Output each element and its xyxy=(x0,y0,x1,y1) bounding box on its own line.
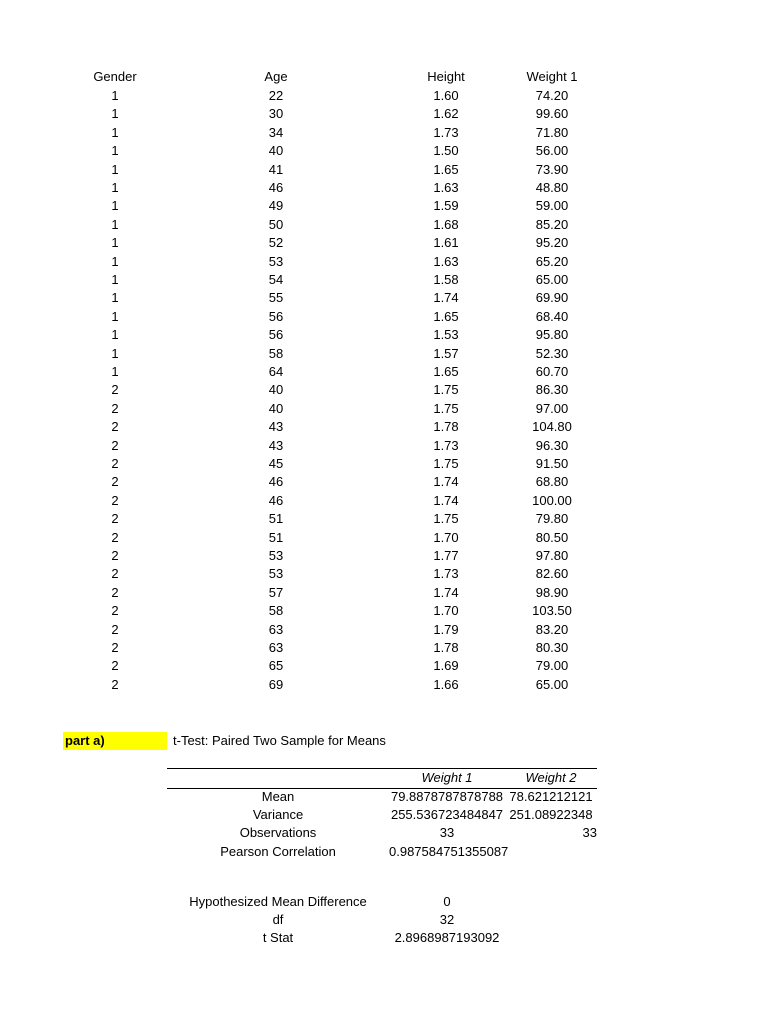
height-cell[interactable]: 1.58 xyxy=(433,272,459,287)
height-cell[interactable]: 1.77 xyxy=(433,548,459,563)
age-cell[interactable]: 63 xyxy=(268,621,284,637)
header-age[interactable]: Age xyxy=(264,69,288,84)
height-cell[interactable]: 1.79 xyxy=(433,621,459,637)
weight-cell[interactable]: 56.00 xyxy=(535,143,569,159)
weight-cell[interactable]: 74.20 xyxy=(535,88,569,103)
weight-cell[interactable]: 104.80 xyxy=(532,419,572,435)
weight-cell[interactable]: 65.00 xyxy=(535,676,569,692)
header-height[interactable]: Height xyxy=(427,69,465,84)
header-gender[interactable]: Gender xyxy=(93,69,137,84)
age-cell[interactable]: 51 xyxy=(268,529,284,545)
ttest-mean-v1[interactable]: 79.8878787878788 xyxy=(390,789,504,804)
age-cell[interactable]: 43 xyxy=(268,437,284,453)
ttest-title[interactable]: t-Test: Paired Two Sample for Means xyxy=(173,733,386,748)
weight-cell[interactable]: 71.80 xyxy=(535,124,569,140)
gender-cell[interactable]: 1 xyxy=(111,364,119,379)
height-cell[interactable]: 1.75 xyxy=(433,456,459,471)
gender-cell[interactable]: 2 xyxy=(111,640,119,655)
height-cell[interactable]: 1.61 xyxy=(433,235,459,251)
ttest-pearson-v1[interactable]: 0.987584751355087 xyxy=(389,844,509,859)
weight-cell[interactable]: 59.00 xyxy=(535,198,569,214)
gender-cell[interactable]: 1 xyxy=(111,345,119,361)
gender-cell[interactable]: 2 xyxy=(111,511,119,527)
weight-cell[interactable]: 65.20 xyxy=(535,253,569,269)
weight-cell[interactable]: 68.80 xyxy=(535,474,569,490)
gender-cell[interactable]: 1 xyxy=(111,198,119,214)
ttest-pearson-label[interactable]: Pearson Correlation xyxy=(220,844,336,859)
weight-cell[interactable]: 100.00 xyxy=(532,492,572,508)
age-cell[interactable]: 49 xyxy=(268,198,284,214)
gender-cell[interactable]: 2 xyxy=(111,382,119,398)
gender-cell[interactable]: 2 xyxy=(111,548,119,563)
part-a-label[interactable]: part a) xyxy=(63,732,167,750)
gender-cell[interactable]: 2 xyxy=(111,437,119,453)
age-cell[interactable]: 69 xyxy=(268,676,284,692)
gender-cell[interactable]: 2 xyxy=(111,676,119,692)
height-cell[interactable]: 1.63 xyxy=(433,253,459,269)
ttest-variance-v2[interactable]: 251.08922348 xyxy=(509,807,593,822)
gender-cell[interactable]: 2 xyxy=(111,456,119,471)
age-cell[interactable]: 50 xyxy=(268,216,284,232)
height-cell[interactable]: 1.60 xyxy=(433,88,459,103)
weight-cell[interactable]: 69.90 xyxy=(535,290,569,306)
weight-cell[interactable]: 80.50 xyxy=(535,529,569,545)
age-cell[interactable]: 53 xyxy=(268,253,284,269)
age-cell[interactable]: 43 xyxy=(268,419,284,435)
height-cell[interactable]: 1.65 xyxy=(433,161,459,177)
weight-cell[interactable]: 96.30 xyxy=(535,437,569,453)
age-cell[interactable]: 40 xyxy=(268,400,284,416)
gender-cell[interactable]: 2 xyxy=(111,603,119,619)
age-cell[interactable]: 22 xyxy=(268,88,284,103)
weight-cell[interactable]: 97.00 xyxy=(535,400,569,416)
age-cell[interactable]: 64 xyxy=(268,364,284,379)
height-cell[interactable]: 1.66 xyxy=(433,676,459,692)
age-cell[interactable]: 51 xyxy=(268,511,284,527)
weight-cell[interactable]: 85.20 xyxy=(535,216,569,232)
gender-cell[interactable]: 1 xyxy=(111,106,119,122)
age-cell[interactable]: 63 xyxy=(268,640,284,655)
ttest-observations-v2[interactable]: 33 xyxy=(582,825,597,840)
weight-cell[interactable]: 103.50 xyxy=(532,603,572,619)
gender-cell[interactable]: 2 xyxy=(111,400,119,416)
age-cell[interactable]: 58 xyxy=(268,603,284,619)
weight-cell[interactable]: 95.20 xyxy=(535,235,569,251)
weight-cell[interactable]: 79.00 xyxy=(535,658,569,674)
height-cell[interactable]: 1.78 xyxy=(433,640,459,655)
height-cell[interactable]: 1.74 xyxy=(433,290,459,306)
age-cell[interactable]: 58 xyxy=(268,345,284,361)
gender-cell[interactable]: 2 xyxy=(111,658,119,674)
weight-cell[interactable]: 99.60 xyxy=(535,106,569,122)
height-cell[interactable]: 1.70 xyxy=(433,603,459,619)
ttest-variance-v1[interactable]: 255.536723484847 xyxy=(390,807,504,822)
gender-cell[interactable]: 1 xyxy=(111,253,119,269)
weight-cell[interactable]: 82.60 xyxy=(535,566,569,582)
height-cell[interactable]: 1.59 xyxy=(433,198,459,214)
height-cell[interactable]: 1.63 xyxy=(433,180,459,195)
weight-cell[interactable]: 52.30 xyxy=(535,345,569,361)
ttest-hypmean-v1[interactable]: 0 xyxy=(443,894,451,909)
height-cell[interactable]: 1.75 xyxy=(433,511,459,527)
age-cell[interactable]: 56 xyxy=(268,327,284,343)
height-cell[interactable]: 1.62 xyxy=(433,106,459,122)
weight-cell[interactable]: 73.90 xyxy=(535,161,569,177)
age-cell[interactable]: 30 xyxy=(268,106,284,122)
header-weight[interactable]: Weight 1 xyxy=(526,69,578,84)
weight-cell[interactable]: 98.90 xyxy=(535,584,569,600)
height-cell[interactable]: 1.65 xyxy=(433,364,459,379)
height-cell[interactable]: 1.69 xyxy=(433,658,459,674)
gender-cell[interactable]: 1 xyxy=(111,235,119,251)
weight-cell[interactable]: 65.00 xyxy=(535,272,569,287)
ttest-hypmean-label[interactable]: Hypothesized Mean Difference xyxy=(189,894,367,909)
ttest-tstat-label[interactable]: t Stat xyxy=(262,930,294,945)
weight-cell[interactable]: 97.80 xyxy=(535,548,569,563)
height-cell[interactable]: 1.68 xyxy=(433,216,459,232)
age-cell[interactable]: 41 xyxy=(268,161,284,177)
height-cell[interactable]: 1.70 xyxy=(433,529,459,545)
age-cell[interactable]: 53 xyxy=(268,548,284,563)
ttest-df-label[interactable]: df xyxy=(272,912,284,927)
height-cell[interactable]: 1.78 xyxy=(433,419,459,435)
age-cell[interactable]: 40 xyxy=(268,382,284,398)
age-cell[interactable]: 46 xyxy=(268,474,284,490)
age-cell[interactable]: 65 xyxy=(268,658,284,674)
gender-cell[interactable]: 1 xyxy=(111,216,119,232)
gender-cell[interactable]: 2 xyxy=(111,492,119,508)
gender-cell[interactable]: 2 xyxy=(111,566,119,582)
weight-cell[interactable]: 48.80 xyxy=(535,180,569,195)
height-cell[interactable]: 1.73 xyxy=(433,124,459,140)
height-cell[interactable]: 1.75 xyxy=(433,400,459,416)
height-cell[interactable]: 1.75 xyxy=(433,382,459,398)
height-cell[interactable]: 1.50 xyxy=(433,143,459,159)
ttest-observations-label[interactable]: Observations xyxy=(239,825,317,840)
gender-cell[interactable]: 1 xyxy=(111,308,119,324)
weight-cell[interactable]: 83.20 xyxy=(535,621,569,637)
ttest-col-weight1[interactable]: Weight 1 xyxy=(421,770,473,785)
gender-cell[interactable]: 1 xyxy=(111,161,119,177)
ttest-mean-v2[interactable]: 78.621212121 xyxy=(509,789,593,804)
height-cell[interactable]: 1.73 xyxy=(433,566,459,582)
gender-cell[interactable]: 2 xyxy=(111,621,119,637)
ttest-observations-v1[interactable]: 33 xyxy=(439,825,455,840)
gender-cell[interactable]: 2 xyxy=(111,584,119,600)
weight-cell[interactable]: 95.80 xyxy=(535,327,569,343)
age-cell[interactable]: 45 xyxy=(268,456,284,471)
gender-cell[interactable]: 1 xyxy=(111,290,119,306)
ttest-df-v1[interactable]: 32 xyxy=(439,912,455,927)
weight-cell[interactable]: 80.30 xyxy=(535,640,569,655)
gender-cell[interactable]: 1 xyxy=(111,327,119,343)
gender-cell[interactable]: 2 xyxy=(111,474,119,490)
ttest-col-weight2[interactable]: Weight 2 xyxy=(525,770,577,785)
height-cell[interactable]: 1.53 xyxy=(433,327,459,343)
age-cell[interactable]: 55 xyxy=(268,290,284,306)
gender-cell[interactable]: 2 xyxy=(111,419,119,435)
height-cell[interactable]: 1.74 xyxy=(433,492,459,508)
age-cell[interactable]: 52 xyxy=(268,235,284,251)
age-cell[interactable]: 46 xyxy=(268,180,284,195)
ttest-tstat-v1[interactable]: 2.8968987193092 xyxy=(394,930,500,945)
weight-cell[interactable]: 86.30 xyxy=(535,382,569,398)
gender-cell[interactable]: 2 xyxy=(111,529,119,545)
weight-cell[interactable]: 79.80 xyxy=(535,511,569,527)
weight-cell[interactable]: 91.50 xyxy=(535,456,569,471)
age-cell[interactable]: 53 xyxy=(268,566,284,582)
gender-cell[interactable]: 1 xyxy=(111,124,119,140)
gender-cell[interactable]: 1 xyxy=(111,143,119,159)
height-cell[interactable]: 1.74 xyxy=(433,474,459,490)
height-cell[interactable]: 1.57 xyxy=(433,345,459,361)
ttest-variance-label[interactable]: Variance xyxy=(252,807,304,822)
weight-cell[interactable]: 60.70 xyxy=(535,364,569,379)
age-cell[interactable]: 46 xyxy=(268,492,284,508)
weight-cell[interactable]: 68.40 xyxy=(535,308,569,324)
age-cell[interactable]: 57 xyxy=(268,584,284,600)
age-cell[interactable]: 54 xyxy=(268,272,284,287)
gender-cell[interactable]: 1 xyxy=(111,88,119,103)
ttest-mean-label[interactable]: Mean xyxy=(261,789,295,804)
age-cell[interactable]: 56 xyxy=(268,308,284,324)
gender-cell[interactable]: 1 xyxy=(111,272,119,287)
age-cell[interactable]: 34 xyxy=(268,124,284,140)
height-cell[interactable]: 1.73 xyxy=(433,437,459,453)
gender-cell[interactable]: 1 xyxy=(111,180,119,195)
height-cell[interactable]: 1.74 xyxy=(433,584,459,600)
height-cell[interactable]: 1.65 xyxy=(433,308,459,324)
age-cell[interactable]: 40 xyxy=(268,143,284,159)
